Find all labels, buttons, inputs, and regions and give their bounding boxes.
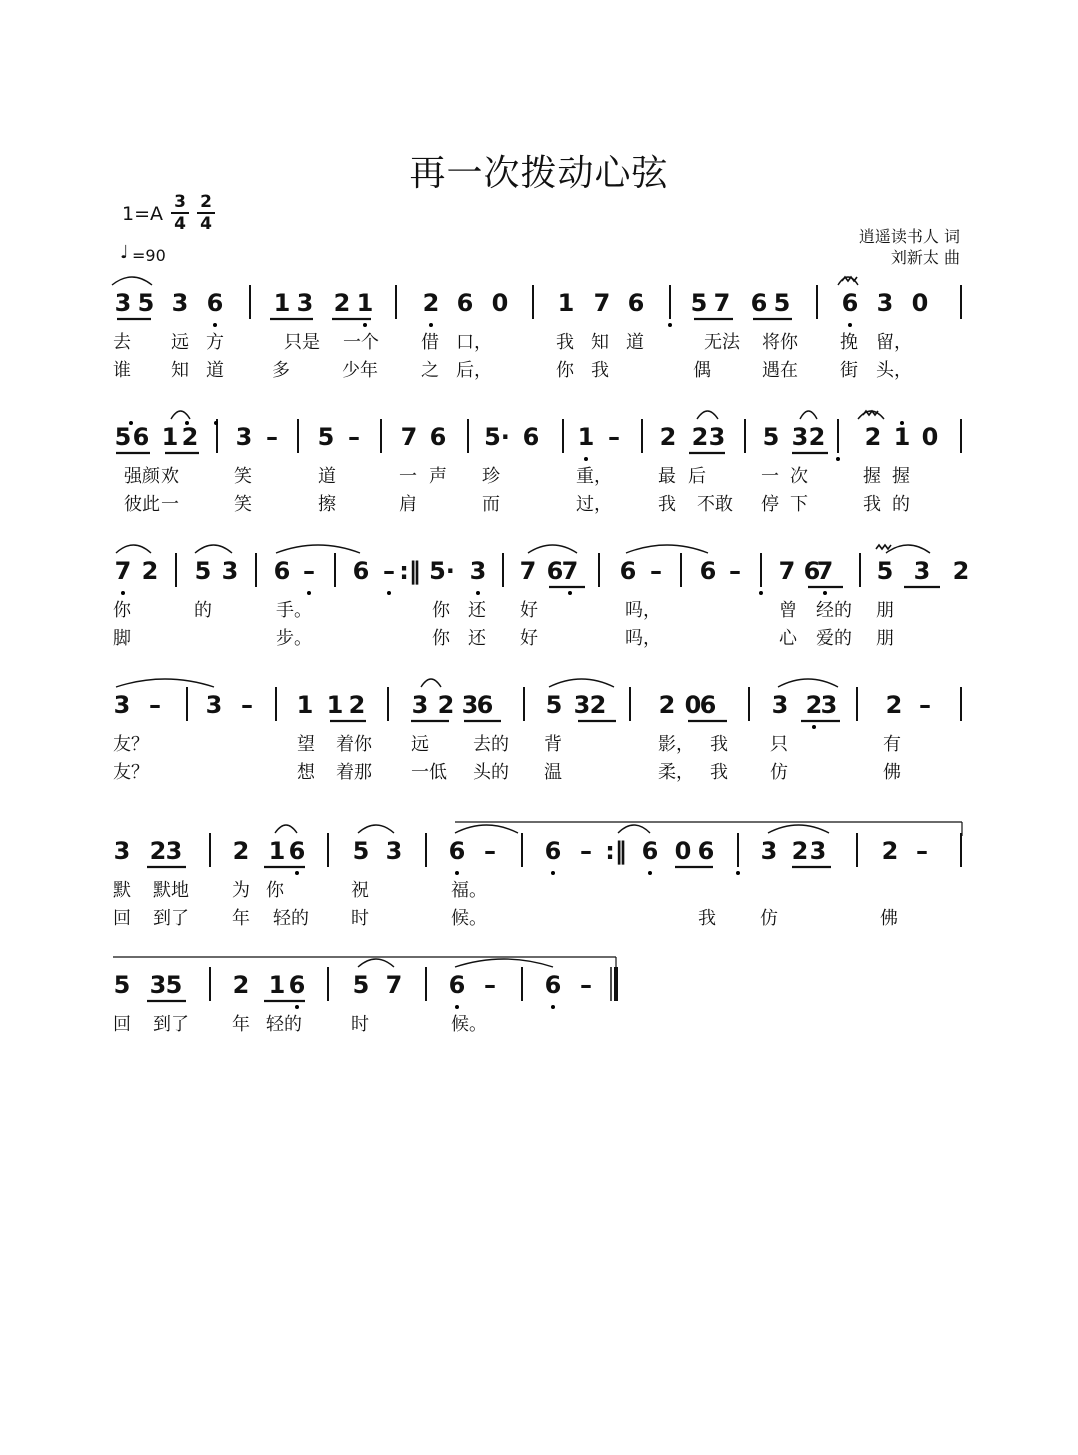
note: 6 — [429, 423, 447, 451]
note: 6 — [697, 837, 715, 865]
time-signature-2-4: 2 4 — [197, 193, 215, 233]
note: 6 — [641, 837, 659, 865]
dash-extension: – — [348, 423, 360, 451]
note: 6 — [544, 837, 562, 865]
repeat-sign: :‖ — [399, 557, 421, 585]
note: 1 — [893, 423, 911, 451]
note: 0 — [911, 289, 929, 317]
lyric-verse-1: 朋 — [876, 600, 894, 621]
lyric-verse-1: 为 — [232, 880, 250, 901]
low-octave-dot — [568, 591, 572, 595]
slur — [528, 545, 577, 553]
slur — [112, 277, 152, 285]
lyric-verse-2: 遇在 — [762, 360, 798, 381]
note: 3 — [235, 423, 253, 451]
repeat-sign: :‖ — [605, 837, 627, 865]
note: 3 — [411, 691, 429, 719]
lyric-verse-2: 友？ — [113, 762, 149, 783]
lyric-verse-2: 温 — [544, 762, 562, 783]
low-octave-dot — [213, 323, 217, 327]
note: 5· — [484, 423, 510, 451]
lyric-verse-1: 重， — [576, 466, 612, 487]
note: 6 — [476, 691, 494, 719]
song-title: 再一次拨动心弦 — [409, 153, 669, 194]
lyric-verse-2: 之 — [421, 360, 439, 381]
note: 2 — [808, 423, 826, 451]
note: 3 — [171, 289, 189, 317]
lyric-verse-1: 珍 — [482, 466, 500, 487]
note: 3 — [809, 837, 827, 865]
lyric-verse-2: 好 — [520, 628, 538, 649]
note: 1 — [326, 691, 344, 719]
lyric-verse-2: 朋 — [876, 628, 894, 649]
note: 0 — [921, 423, 939, 451]
note: 6 — [288, 837, 306, 865]
note: 1 — [296, 691, 314, 719]
low-octave-dot — [736, 871, 740, 875]
note: 6 — [627, 289, 645, 317]
low-octave-dot — [551, 871, 555, 875]
dash-extension: – — [484, 971, 496, 999]
lyric-verse-1: 道 — [318, 466, 336, 487]
lyric-verse-2: 彼此 — [124, 494, 160, 515]
lyric-verse-1: 知 — [591, 332, 609, 353]
note: 1 — [273, 289, 291, 317]
lyric-verse-2: 你 — [556, 360, 574, 381]
note: 3 — [385, 837, 403, 865]
lyric-verse-1: 影， — [658, 734, 694, 755]
dash-extension: – — [729, 557, 741, 585]
lyric-verse-2: 偶 — [693, 360, 711, 381]
note: 2 — [348, 691, 366, 719]
lyric-verse-1: 只 — [770, 734, 788, 755]
lyric-verse-2: 想 — [297, 762, 315, 783]
note: 6 — [522, 423, 540, 451]
note: 3 — [296, 289, 314, 317]
note: 2 — [333, 289, 351, 317]
lyric-verse-1: 借 — [421, 332, 439, 353]
lyric-verse-2: 街 — [840, 360, 858, 381]
lyric-verse-1: 默 — [113, 880, 131, 901]
high-octave-dot — [214, 421, 218, 425]
slur — [778, 679, 838, 687]
slur — [618, 825, 650, 833]
tempo-value: =90 — [132, 246, 166, 265]
dash-extension: – — [383, 557, 395, 585]
note: 1 — [356, 289, 374, 317]
note: 7 — [593, 289, 611, 317]
lyric-verse-1: 我 — [710, 734, 728, 755]
low-octave-dot — [812, 725, 816, 729]
note: 2 — [141, 557, 159, 585]
lyric-verse-1: 年 — [232, 1014, 250, 1035]
note: 0 — [674, 837, 692, 865]
lyric-verse-1: 轻的 — [266, 1014, 302, 1035]
note: 3 — [876, 289, 894, 317]
note: 0 — [491, 289, 509, 317]
lyric-verse-1: 道 — [626, 332, 644, 353]
lyric-verse-1: 到了 — [153, 1014, 189, 1035]
lyric-verse-2: 多 — [272, 360, 290, 381]
dash-extension: – — [266, 423, 278, 451]
note: 7 — [561, 557, 579, 585]
lyric-verse-1: 笑 — [234, 466, 252, 487]
note: 5 — [137, 289, 155, 317]
lyric-verse-2: 脚 — [113, 628, 131, 649]
low-octave-dot — [295, 871, 299, 875]
slur — [171, 411, 190, 419]
lyric-verse-1: 候。 — [451, 1014, 487, 1035]
note: 6 — [803, 557, 821, 585]
slur — [276, 545, 360, 553]
lyric-verse-2: 年 — [232, 908, 250, 929]
lyric-verse-1: 方 — [206, 332, 224, 353]
lyric-verse-1: 回 — [113, 1014, 131, 1035]
slur — [455, 825, 518, 833]
note: 3 — [461, 691, 479, 719]
lyric-verse-1: 一 — [761, 466, 779, 487]
lyric-verse-1: 最 — [658, 466, 676, 487]
note: 5 — [876, 557, 894, 585]
note: 3 — [820, 691, 838, 719]
lyric-verse-1: 友？ — [113, 734, 149, 755]
lyric-verse-2: 佛 — [883, 762, 901, 783]
lyric-verse-2: 笑 — [234, 494, 252, 515]
ornament-mark — [876, 545, 891, 549]
note: 6 — [132, 423, 150, 451]
lyric-verse-1: 默地 — [153, 880, 189, 901]
slur — [886, 545, 930, 553]
lyric-verse-1: 挽 — [840, 332, 858, 353]
note: 3 — [913, 557, 931, 585]
slur — [626, 545, 708, 553]
note: 2 — [232, 971, 250, 999]
note: 2 — [232, 837, 250, 865]
note: 6 — [206, 289, 224, 317]
low-octave-dot — [848, 323, 852, 327]
slur — [275, 825, 297, 833]
low-octave-dot — [584, 457, 588, 461]
note: 5 — [690, 289, 708, 317]
dash-extension: – — [916, 837, 928, 865]
note: 5 — [113, 971, 131, 999]
lyric-verse-1: 远 — [411, 734, 429, 755]
dash-extension: – — [919, 691, 931, 719]
note: 7 — [385, 971, 403, 999]
lyric-verse-2: 下 — [790, 494, 808, 515]
note: 1 — [268, 837, 286, 865]
lyric-verse-2: 停 — [761, 494, 779, 515]
note: 2 — [952, 557, 970, 585]
note: 7 — [778, 557, 796, 585]
dash-extension: – — [241, 691, 253, 719]
note: 7 — [519, 557, 537, 585]
note: 5· — [429, 557, 455, 585]
note: 6 — [456, 289, 474, 317]
note: 3 — [469, 557, 487, 585]
quarter-note-icon: ♩ — [120, 242, 129, 263]
lyric-verse-1: 福。 — [451, 880, 487, 901]
lyric-verse-1: 握 — [863, 466, 881, 487]
note: 3 — [221, 557, 239, 585]
lyric-verse-1: 吗， — [625, 600, 661, 621]
note: 2 — [437, 691, 455, 719]
low-octave-dot — [551, 1005, 555, 1009]
lyric-verse-1: 去的 — [473, 734, 509, 755]
lyric-verse-2: 柔， — [658, 762, 694, 783]
note: 3 — [708, 423, 726, 451]
slur — [358, 959, 394, 967]
lyric-verse-2: 我 — [710, 762, 728, 783]
lyric-verse-2: 谁 — [113, 360, 131, 381]
low-octave-dot — [668, 323, 672, 327]
note: 5 — [114, 423, 132, 451]
composer-credit: 刘新太 曲 — [890, 248, 960, 267]
slur — [549, 679, 614, 687]
lyric-verse-1: 强颜 — [124, 466, 160, 487]
note: 6 — [448, 971, 466, 999]
note: 2 — [864, 423, 882, 451]
low-octave-dot — [823, 591, 827, 595]
dash-extension: – — [580, 837, 592, 865]
lyric-verse-1: 的 — [194, 600, 212, 621]
lyric-verse-1: 着你 — [336, 734, 372, 755]
lyric-verse-1: 留， — [876, 332, 912, 353]
lyric-verse-2: 还 — [468, 628, 486, 649]
dash-extension: – — [608, 423, 620, 451]
note: 2 — [181, 423, 199, 451]
lyric-verse-2: 擦 — [318, 494, 336, 515]
note: 5 — [773, 289, 791, 317]
note: 6 — [619, 557, 637, 585]
note: 3 — [113, 837, 131, 865]
key-signature: 1=A — [122, 203, 164, 225]
lyric-verse-1: 口， — [456, 332, 492, 353]
note: 6 — [546, 557, 564, 585]
note: 5 — [545, 691, 563, 719]
lyric-verse-1: 你 — [113, 600, 131, 621]
lyric-verse-2: 时 — [351, 908, 369, 929]
slur — [455, 959, 553, 967]
dash-extension: – — [303, 557, 315, 585]
lyric-verse-1: 次 — [790, 466, 808, 487]
low-octave-dot — [295, 1005, 299, 1009]
note: 1 — [577, 423, 595, 451]
note: 6 — [750, 289, 768, 317]
note: 3 — [113, 691, 131, 719]
note: 2 — [691, 423, 709, 451]
slur — [768, 825, 829, 833]
lyric-verse-1: 只是 — [284, 332, 320, 353]
lyric-verse-1: 欢 — [161, 466, 179, 487]
note: 7 — [400, 423, 418, 451]
note: 0 — [684, 691, 702, 719]
note: 7 — [713, 289, 731, 317]
low-octave-dot — [759, 591, 763, 595]
low-octave-dot — [121, 591, 125, 595]
lyric-verse-1: 握 — [892, 466, 910, 487]
note: 3 — [760, 837, 778, 865]
lyric-verse-2: 肩 — [399, 494, 417, 515]
slur — [116, 679, 214, 687]
lyric-verse-2: 吗， — [625, 628, 661, 649]
note: 6 — [699, 691, 717, 719]
note: 3 — [573, 691, 591, 719]
note: 2 — [422, 289, 440, 317]
lyric-verse-2: 不敢 — [697, 494, 733, 515]
note: 3 — [791, 423, 809, 451]
lyric-verse-2: 我 — [591, 360, 609, 381]
note: 2 — [791, 837, 809, 865]
low-octave-dot — [387, 591, 391, 595]
lyric-verse-1: 无法 — [704, 332, 740, 353]
lyric-verse-2: 心 — [779, 628, 797, 649]
lyric-verse-1: 有 — [883, 734, 901, 755]
note: 6 — [288, 971, 306, 999]
lyric-verse-1: 一个 — [343, 332, 379, 353]
note: 5 — [194, 557, 212, 585]
lyric-verse-2: 佛 — [880, 908, 898, 929]
lyric-verse-2: 爱的 — [816, 628, 852, 649]
lyric-verse-2: 而 — [482, 494, 500, 515]
note: 5 — [352, 837, 370, 865]
slur — [800, 411, 817, 419]
lyric-verse-2: 你 — [432, 628, 450, 649]
lyric-verse-1: 将你 — [762, 332, 798, 353]
lyric-verse-1: 去 — [113, 332, 131, 353]
lyric-verse-1: 还 — [468, 600, 486, 621]
lyric-verse-2: 仿 — [770, 762, 788, 783]
note: 2 — [885, 691, 903, 719]
slur — [116, 545, 151, 553]
lyric-verse-2: 着那 — [336, 762, 372, 783]
slur — [358, 825, 394, 833]
note: 3 — [771, 691, 789, 719]
note: 1 — [557, 289, 575, 317]
lyric-verse-1: 好 — [520, 600, 538, 621]
lyric-verse-2: 我 — [863, 494, 881, 515]
lyric-verse-2: 的 — [892, 494, 910, 515]
time-signature-3-4: 3 4 — [171, 193, 189, 233]
note: 3 — [165, 837, 183, 865]
lyric-verse-2: 我 — [698, 908, 716, 929]
lyric-verse-2: 回 — [113, 908, 131, 929]
lyric-verse-2: 步。 — [276, 628, 312, 649]
note: 3 — [205, 691, 223, 719]
note: 5 — [165, 971, 183, 999]
lyric-verse-1: 我 — [556, 332, 574, 353]
low-octave-dot — [363, 323, 367, 327]
lyric-verse-2: 一 — [161, 494, 179, 515]
note: 2 — [881, 837, 899, 865]
lyric-verse-2: 头的 — [473, 762, 509, 783]
slur — [195, 545, 232, 553]
low-octave-dot — [836, 457, 840, 461]
lyric-verse-1: 经的 — [816, 600, 852, 621]
lyric-verse-1: 望 — [297, 734, 315, 755]
slur — [697, 411, 718, 419]
note: 2 — [589, 691, 607, 719]
lyric-verse-2: 少年 — [342, 360, 378, 381]
note: 6 — [841, 289, 859, 317]
dash-extension: – — [484, 837, 496, 865]
lyric-verse-1: 曾 — [779, 600, 797, 621]
note: 6 — [544, 971, 562, 999]
note: 7 — [114, 557, 132, 585]
low-octave-dot — [307, 591, 311, 595]
lyric-verse-2: 一低 — [411, 762, 447, 783]
lyric-verse-2: 知 — [171, 360, 189, 381]
lyric-verse-2: 头， — [876, 360, 912, 381]
note: 6 — [273, 557, 291, 585]
note: 5 — [762, 423, 780, 451]
note: 1 — [268, 971, 286, 999]
lyric-verse-1: 你 — [432, 600, 450, 621]
note: 1 — [161, 423, 179, 451]
low-octave-dot — [429, 323, 433, 327]
dash-extension: – — [580, 971, 592, 999]
low-octave-dot — [455, 871, 459, 875]
lyric-verse-2: 到了 — [153, 908, 189, 929]
slur — [421, 679, 441, 687]
note: 5 — [317, 423, 335, 451]
low-octave-dot — [455, 1005, 459, 1009]
note: 7 — [816, 557, 834, 585]
lyric-verse-1: 远 — [171, 332, 189, 353]
note: 3 — [114, 289, 132, 317]
lyric-verse-1: 背 — [544, 734, 562, 755]
lyric-verse-1: 后 — [688, 466, 706, 487]
lyric-verse-2: 候。 — [451, 908, 487, 929]
lyric-verse-2: 仿 — [760, 908, 778, 929]
note: 6 — [448, 837, 466, 865]
lyricist-credit: 逍遥读书人 词 — [858, 227, 960, 246]
lyric-verse-1: 声 — [429, 466, 447, 487]
lyric-verse-2: 过， — [576, 494, 612, 515]
lyric-verse-2: 轻的 — [273, 908, 309, 929]
lyric-verse-1: 祝 — [351, 880, 369, 901]
lyric-verse-2: 我 — [658, 494, 676, 515]
lyric-verse-2: 后， — [456, 360, 492, 381]
low-octave-dot — [476, 591, 480, 595]
dash-extension: – — [650, 557, 662, 585]
lyric-verse-2: 道 — [206, 360, 224, 381]
note: 6 — [699, 557, 717, 585]
note: 2 — [658, 691, 676, 719]
note: 2 — [659, 423, 677, 451]
note: 3 — [149, 971, 167, 999]
lyric-verse-1: 时 — [351, 1014, 369, 1035]
note: 2 — [149, 837, 167, 865]
note: 5 — [352, 971, 370, 999]
lyric-verse-1: 手。 — [276, 600, 312, 621]
lyric-verse-1: 一 — [399, 466, 417, 487]
low-octave-dot — [648, 871, 652, 875]
note: 2 — [805, 691, 823, 719]
lyric-verse-1: 你 — [266, 880, 284, 901]
note: 6 — [352, 557, 370, 585]
dash-extension: – — [149, 691, 161, 719]
